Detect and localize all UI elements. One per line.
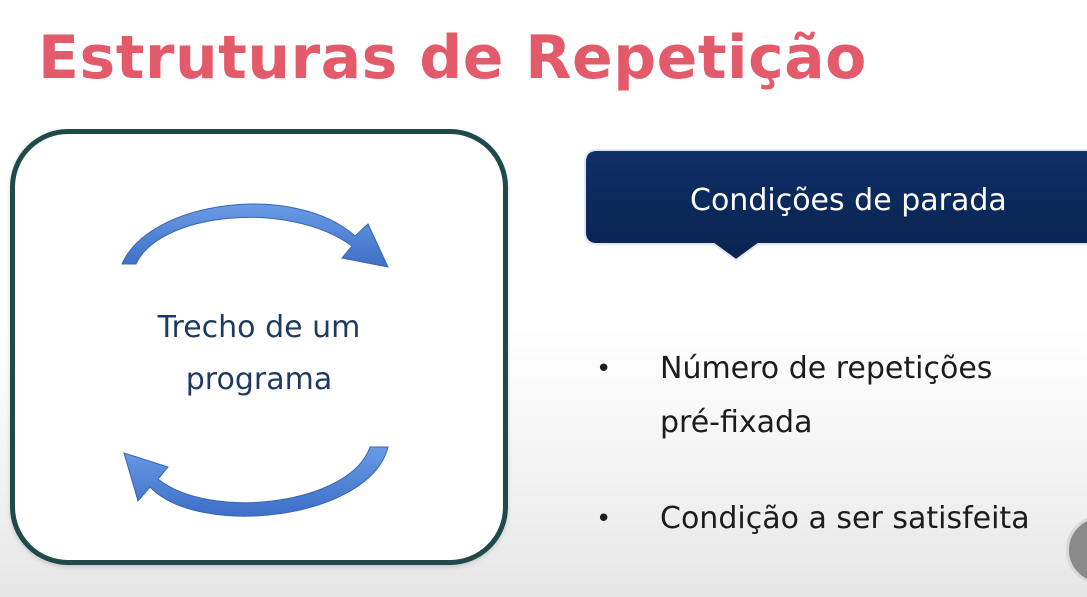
slide-title: Estruturas de Repetição — [38, 23, 867, 93]
bullet-1-line1: Número de repetições — [660, 351, 993, 386]
bullet-icon: • — [596, 504, 612, 534]
list-item — [590, 492, 1087, 546]
bullet-1-line2: pré-fixada — [660, 405, 813, 440]
loop-diagram-box — [10, 129, 508, 565]
loop-box-line2: programa — [185, 362, 333, 397]
loop-box-line1: Trecho de um — [157, 310, 361, 345]
bullet-icon: • — [596, 354, 612, 384]
curved-arrow-left-icon — [120, 439, 390, 529]
list-item — [590, 342, 1087, 450]
loop-box-text — [15, 302, 503, 406]
conditions-list — [590, 342, 1087, 546]
bullet-2-line1: Condição a ser satisfeita — [660, 501, 1030, 536]
banner-label: Condições de parada — [690, 183, 1007, 218]
curved-arrow-right-icon — [120, 194, 390, 274]
